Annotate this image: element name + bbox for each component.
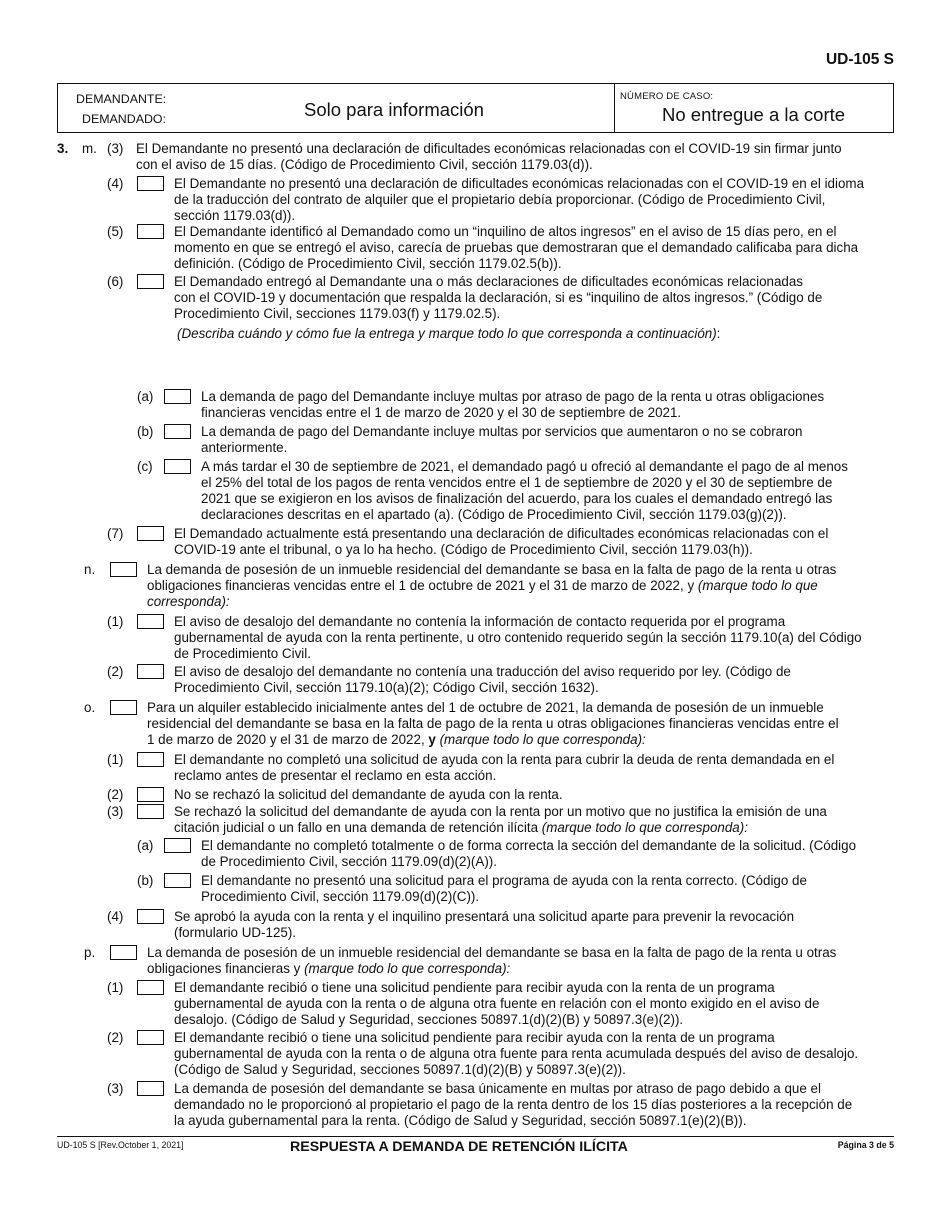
item-o3b-text: El demandante no presentó una solicitud para el programa de ayuda con la renta correcto. (Código de <box>201 873 807 888</box>
item-n1-text: de Procedimiento Civil. <box>174 646 311 661</box>
checkbox-o4[interactable] <box>137 909 164 924</box>
item-p1-label: (1) <box>107 980 124 995</box>
item-p3-label: (3) <box>107 1081 124 1096</box>
checkbox-n1[interactable] <box>137 614 164 629</box>
item-n1-text: gubernamental de ayuda con la renta pertinente, u otro contenido requerido según la sección 1179.10(a) del Código <box>174 630 862 645</box>
item-m3-text: El Demandante no presentó una declaración de dificultades económicas relacionadas con el COVID-19 sin firmar junto <box>136 141 842 156</box>
item-p-text: La demanda de posesión de un inmueble residencial del demandante se basa en la falta de pago de la renta u otras <box>147 945 837 960</box>
item-p2-text: El demandante recibió o tiene una solicitud pendiente para recibir ayuda con la renta de un programa <box>174 1030 775 1045</box>
item-m7-text: COVID-19 ante el tribunal, o ya lo ha hecho. (Código de Procedimiento Civil, sección 1179.03(h)). <box>174 542 753 557</box>
item-m7-text: El Demandado actualmente está presentando una declaración de dificultades económicas relacionadas con el <box>174 526 829 541</box>
item-o3b-label: (b) <box>137 873 154 888</box>
item-m6-text: con el COVID-19 y documentación que respalda la declaración, si es “inquilino de altos ingresos.” (Código de <box>174 290 823 305</box>
item-m3-text: con el aviso de 15 días. (Código de Procedimiento Civil, sección 1179.03(d)). <box>136 157 593 172</box>
section-number: 3. <box>57 141 69 156</box>
checkbox-o2[interactable] <box>137 787 164 802</box>
checkbox-m6a[interactable] <box>164 389 191 404</box>
item-m5-text: El Demandante identificó al Demandado como un “inquilino de altos ingresos” en el aviso de 15 días pero, en el <box>174 224 837 239</box>
item-o-text: 1 de marzo de 2020 y el 31 de marzo de 2022, y (marque todo lo que corresponda): <box>147 732 646 747</box>
item-o3-text: Se rechazó la solicitud del demandante de ayuda con la renta por un motivo que no justifica la emisión de una <box>174 804 827 819</box>
item-m3-label: (3) <box>107 141 124 156</box>
item-m6-instructions: (Describa cuándo y cómo fue la entrega y marque todo lo que corresponda a continuación): <box>177 326 721 341</box>
checkbox-m7[interactable] <box>137 526 164 541</box>
checkbox-m5[interactable] <box>137 224 164 239</box>
item-m6c-label: (c) <box>137 459 153 474</box>
item-o3a-text: de Procedimiento Civil, sección 1179.09(d)(2)(A)). <box>201 854 497 869</box>
form-id: UD-105 S <box>825 51 894 68</box>
checkbox-n[interactable] <box>110 562 137 577</box>
footer-form-revision: UD-105 S [Rev.October 1, 2021] <box>57 1140 184 1150</box>
checkbox-p2[interactable] <box>137 1030 164 1045</box>
item-m7-label: (7) <box>107 526 124 541</box>
item-p3-text: la ayuda gubernamental para la renta. (Código de Salud y Seguridad, sección 50897.1(e)(2)(B)). <box>174 1113 747 1128</box>
checkbox-p3[interactable] <box>137 1081 164 1096</box>
checkbox-m6c[interactable] <box>164 459 191 474</box>
item-m6-text: El Demandado entregó al Demandante una o más declaraciones de dificultades económicas relacionadas <box>174 274 804 289</box>
item-n2-text: El aviso de desalojo del demandante no contenía una traducción del aviso requerido por ley. (Código de <box>174 664 791 679</box>
item-o3a-label: (a) <box>137 838 154 853</box>
checkbox-o3a[interactable] <box>164 838 191 853</box>
item-n-text: corresponda): <box>147 594 230 609</box>
item-m6c-text: A más tardar el 30 de septiembre de 2021, el demandado pagó u ofreció al demandante el pago de al menos <box>201 459 848 474</box>
item-m6c-text: 2021 que se exigieron en los avisos de finalización del acuerdo, para los cuales el demandado entregó las <box>201 491 833 506</box>
checkbox-o3b[interactable] <box>164 873 191 888</box>
item-o-text: residencial del demandante se basa en la falta de pago de la renta u otras obligaciones financieras vencidas entre el <box>147 716 839 731</box>
item-m6c-text: declaraciones descritas en el apartado (a). (Código de Procedimiento Civil, sección 1179.03(g)(2)). <box>201 507 787 522</box>
item-m5-text: definición. (Código de Procedimiento Civil, sección 1179.02.5(b)). <box>174 256 562 271</box>
parties-value: Solo para información <box>304 99 484 120</box>
item-o3-text: citación judicial o un fallo en una demanda de retención ilícita (marque todo lo que corresponda): <box>174 820 748 835</box>
item-m6-text: Procedimiento Civil, secciones 1179.03(f) y 1179.02.5). <box>174 306 501 321</box>
item-p1-text: El demandante recibió o tiene una solicitud pendiente para recibir ayuda con la renta de un programa <box>174 980 775 995</box>
item-n-text: La demanda de posesión de un inmueble residencial del demandante se basa en la falta de pago de la renta u otras <box>147 562 837 577</box>
checkbox-m6b[interactable] <box>164 424 191 439</box>
item-o1-text: El demandante no completó una solicitud de ayuda con la renta para cubrir la deuda de renta demandada en el <box>174 752 835 767</box>
checkbox-p[interactable] <box>110 945 137 960</box>
defendant-label: DEMANDADO: <box>82 112 166 126</box>
footer-title: RESPUESTA A DEMANDA DE RETENCIÓN ILÍCITA <box>290 1139 628 1155</box>
item-m4-text: El Demandante no presentó una declaración de dificultades económicas relacionadas con el COVID-19 en el idioma <box>174 176 865 191</box>
item-o1-text: reclamo antes de presentar el reclamo en esta acción. <box>174 768 497 783</box>
case-number-label: NÚMERO DE CASO: <box>620 91 714 102</box>
item-n1-text: El aviso de desalojo del demandante no contenía la información de contacto requerida por el programa <box>174 614 786 629</box>
item-o-text: Para un alquiler establecido inicialmente antes del 1 de octubre de 2021, la demanda de posesión de un inmueble <box>147 700 824 715</box>
item-m6b-text: La demanda de pago del Demandante incluye multas por servicios que aumentaron o no se cobraron <box>201 424 803 439</box>
caption-divider <box>614 83 615 133</box>
item-p2-text: (Código de Salud y Seguridad, secciones 50897.1(d)(2)(B) y 50897.3(e)(2)). <box>174 1062 626 1077</box>
checkbox-m6[interactable] <box>137 274 164 289</box>
item-n2-text: Procedimiento Civil, sección 1179.10(a)(2); Código Civil, sección 1632). <box>174 680 599 695</box>
item-o3-label: (3) <box>107 804 124 819</box>
item-m6-label: (6) <box>107 274 124 289</box>
checkbox-n2[interactable] <box>137 664 164 679</box>
item-p3-text: La demanda de posesión del demandante se basa únicamente en multas por atraso de pago debido a que el <box>174 1081 821 1096</box>
checkbox-o[interactable] <box>110 700 137 715</box>
item-o4-text: (formulario UD-125). <box>174 925 297 940</box>
item-p2-text: gubernamental de ayuda con la renta o de alguna otra fuente para renta acumulada después del aviso de desalojo. <box>174 1046 859 1061</box>
checkbox-p1[interactable] <box>137 980 164 995</box>
footer-rule <box>57 1136 894 1137</box>
item-o3a-text: El demandante no completó totalmente o de forma correcta la sección del demandante de la solicitud. (Código <box>201 838 857 853</box>
item-p3-text: demandado no le proporcionó al propietario el pago de la renta dentro de los 15 días posteriores a la recepción de <box>174 1097 853 1112</box>
item-m6c-text: el 25% del total de los pagos de renta vencidos entre el 1 de septiembre de 2020 y el 30 de septiembre de <box>201 475 833 490</box>
item-p2-label: (2) <box>107 1030 124 1045</box>
item-m6b-label: (b) <box>137 424 154 439</box>
item-n-text: obligaciones financieras vencidas entre el 1 de octubre de 2021 y el 31 de marzo de 2022, y (marque todo lo que <box>147 578 818 593</box>
item-o3b-text: Procedimiento Civil, sección 1179.09(d)(2)(C)). <box>201 889 480 904</box>
item-o4-label: (4) <box>107 909 124 924</box>
item-p1-text: gubernamental de ayuda con la renta o de alguna otra fuente en relación con el monto exigido en el aviso de <box>174 996 820 1011</box>
item-o2-text: No se rechazó la solicitud del demandante de ayuda con la renta. <box>174 787 563 802</box>
item-o4-text: Se aprobó la ayuda con la renta y el inquilino presentará una solicitud aparte para prevenir la revocación <box>174 909 795 924</box>
item-m5-label: (5) <box>107 224 124 239</box>
item-p1-text: desalojo. (Código de Salud y Seguridad, secciones 50897.1(d)(2)(B) y 50897.3(e)(2)). <box>174 1012 684 1027</box>
item-m5-text: momento en que se entregó el aviso, carecía de pruebas que demostraran que el demandado calificaba para dicha <box>174 240 859 255</box>
item-o1-label: (1) <box>107 752 124 767</box>
item-m6b-text: anteriormente. <box>201 440 288 455</box>
item-m6a-text: La demanda de pago del Demandante incluye multas por atraso de pago de la renta u otras obligaciones <box>201 389 825 404</box>
item-m6a-text: financieras vencidas entre el 1 de marzo de 2020 y el 30 de septiembre de 2021. <box>201 405 682 420</box>
checkbox-o3[interactable] <box>137 804 164 819</box>
item-m4-text: sección 1179.03(d)). <box>174 208 296 223</box>
item-o-label: o. <box>84 700 96 715</box>
plaintiff-label: DEMANDANTE: <box>76 92 167 106</box>
footer-page-number: Página 3 de 5 <box>837 1140 894 1150</box>
checkbox-m4[interactable] <box>137 176 164 191</box>
item-m4-label: (4) <box>107 176 124 191</box>
item-o2-label: (2) <box>107 787 124 802</box>
case-number-value: No entregue a la corte <box>662 104 846 125</box>
item-p-label: p. <box>84 945 96 960</box>
checkbox-o1[interactable] <box>137 752 164 767</box>
item-m-label: m. <box>82 141 97 156</box>
item-n-label: n. <box>84 562 96 577</box>
item-n2-label: (2) <box>107 664 124 679</box>
item-n1-label: (1) <box>107 614 124 629</box>
item-p-text: obligaciones financieras y (marque todo lo que corresponda): <box>147 961 511 976</box>
item-m6a-label: (a) <box>137 389 154 404</box>
item-m4-text: de la traducción del contrato de alquiler que el propietario debía proporcionar. (Código de Procedimiento Civil, <box>174 192 826 207</box>
